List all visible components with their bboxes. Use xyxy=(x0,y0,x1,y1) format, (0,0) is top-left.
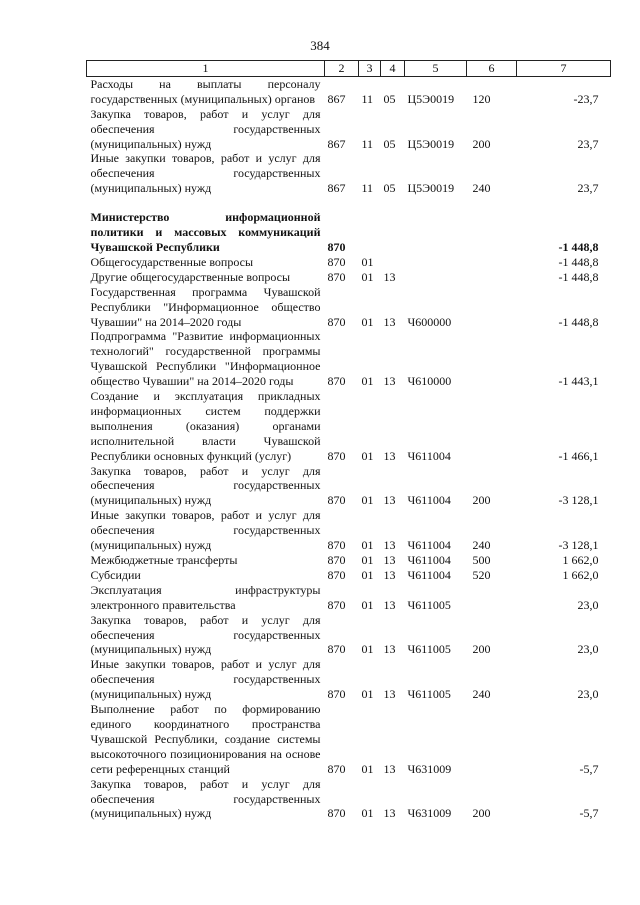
spacer-row xyxy=(87,196,611,210)
row-amount: -23,7 xyxy=(573,91,599,106)
row-amount: -1 466,1 xyxy=(558,448,599,463)
row-expense-type xyxy=(467,270,517,285)
table-row xyxy=(87,583,611,613)
row-expense-type xyxy=(467,702,517,777)
row-name: Закупка товаров, работ и услуг для обеспечения государственных (муниципальных) нужд xyxy=(90,612,321,657)
row-section-code: 01 xyxy=(361,254,374,269)
row-amount: -3 128,1 xyxy=(558,493,599,508)
row-subsection-code: 05 xyxy=(383,136,396,151)
row-expense-type: 240 xyxy=(472,181,491,196)
page-number: 384 xyxy=(310,38,330,53)
table-row xyxy=(87,107,611,152)
row-target-article xyxy=(405,255,467,270)
row-amount: -3 128,1 xyxy=(558,538,599,553)
row-amount: 23,7 xyxy=(577,181,599,196)
row-ministry-code: 870 xyxy=(327,538,346,553)
row-subsection-code xyxy=(381,210,405,255)
table-row xyxy=(87,613,611,658)
row-section-code: 01 xyxy=(361,269,374,284)
table-row xyxy=(87,285,611,330)
table-row xyxy=(87,464,611,509)
row-section-code: 11 xyxy=(361,91,374,106)
table-row xyxy=(87,255,611,270)
row-target-article: Ч600000 xyxy=(407,314,452,329)
table-row xyxy=(87,270,611,285)
row-subsection-code: 13 xyxy=(383,538,396,553)
table-row xyxy=(87,777,611,822)
row-target-article: Ч611004 xyxy=(407,567,451,582)
row-amount: -1 448,8 xyxy=(558,269,599,284)
row-name: Расходы на выплаты персоналу государственных (муниципальных) органов xyxy=(90,76,321,106)
row-amount: -1 448,8 xyxy=(558,314,599,329)
row-name: Создание и эксплуатация прикладных информационных систем поддержки выполнения (оказания) органами исполнительной власти Чувашской Республики основных функций (услуг) xyxy=(90,389,321,463)
row-target-article: Ч611004 xyxy=(407,553,451,567)
row-expense-type: 120 xyxy=(472,91,491,106)
row-section-code: 01 xyxy=(361,538,374,553)
row-expense-type: 520 xyxy=(472,567,491,582)
row-section-code: 01 xyxy=(361,374,374,389)
row-subsection-code: 13 xyxy=(383,761,396,776)
row-subsection-code: 13 xyxy=(383,269,396,284)
row-expense-type: 200 xyxy=(472,642,491,657)
row-amount: 1 662,0 xyxy=(562,567,599,582)
row-section-code: 01 xyxy=(361,314,374,329)
row-name: Эксплуатация инфраструктуры электронного правительства xyxy=(90,582,321,612)
row-ministry-code: 867 xyxy=(327,136,346,151)
row-amount: 23,0 xyxy=(577,687,599,702)
row-subsection-code: 13 xyxy=(383,314,396,329)
table-row xyxy=(87,210,611,255)
row-ministry-code: 870 xyxy=(327,314,346,329)
row-expense-type xyxy=(467,210,517,255)
table-row xyxy=(87,329,611,389)
row-expense-type: 200 xyxy=(472,493,491,508)
row-name: Закупка товаров, работ и услуг для обеспечения государственных (муниципальных) нужд xyxy=(90,106,321,151)
row-expense-type xyxy=(467,583,517,613)
row-name: Общегосударственные вопросы xyxy=(90,254,254,269)
row-target-article: Ч611004 xyxy=(407,538,451,553)
row-subsection-code: 13 xyxy=(383,597,396,612)
row-target-article: Ч611004 xyxy=(407,493,451,508)
row-name: Закупка товаров, работ и услуг для обеспечения государственных (муниципальных) нужд xyxy=(90,776,321,821)
row-name: Межбюджетные трансферты xyxy=(90,553,238,567)
table-row xyxy=(87,553,611,568)
table-row xyxy=(87,508,611,553)
row-target-article xyxy=(405,270,467,285)
row-section-code: 01 xyxy=(361,642,374,657)
row-ministry-code: 870 xyxy=(327,642,346,657)
row-target-article: Ч611005 xyxy=(407,642,451,657)
row-ministry-code: 870 xyxy=(327,239,346,254)
row-expense-type xyxy=(467,255,517,270)
row-ministry-code: 870 xyxy=(327,269,346,284)
col-header-expense-type: 6 xyxy=(467,61,517,77)
row-section-code: 01 xyxy=(361,806,374,821)
row-section-code: 01 xyxy=(361,553,374,567)
col-header-ministry: 2 xyxy=(325,61,359,77)
row-amount: -1 448,8 xyxy=(558,254,599,269)
row-subsection-code: 13 xyxy=(383,687,396,702)
row-amount: -1 448,8 xyxy=(558,239,599,254)
budget-table xyxy=(86,60,611,821)
row-target-article: Ч611004 xyxy=(407,448,451,463)
row-section-code: 01 xyxy=(361,448,374,463)
col-header-target-article: 5 xyxy=(405,61,467,77)
col-header-name: 1 xyxy=(87,61,325,77)
table-header xyxy=(87,61,611,77)
row-subsection-code: 13 xyxy=(383,806,396,821)
row-subsection-code: 13 xyxy=(383,448,396,463)
col-header-subsection: 4 xyxy=(381,61,405,77)
row-subsection-code: 05 xyxy=(383,91,396,106)
row-amount: 23,0 xyxy=(577,597,599,612)
row-name: Подпрограмма "Развитие информационных технологий" государственной программы Чувашской Республики "Информационное общество Чувашии" на 2014–2020 годы xyxy=(90,329,321,389)
row-target-article: Ч611005 xyxy=(407,687,451,702)
spacer-cell xyxy=(87,196,611,210)
row-subsection-code: 13 xyxy=(383,642,396,657)
row-subsection-code: 13 xyxy=(383,493,396,508)
row-ministry-code: 870 xyxy=(327,597,346,612)
row-target-article: Ч610000 xyxy=(407,374,452,389)
row-section-code: 11 xyxy=(361,136,374,151)
row-section-code: 01 xyxy=(361,687,374,702)
row-expense-type: 240 xyxy=(472,687,491,702)
row-ministry-code: 870 xyxy=(327,687,346,702)
row-name: Министерство информационной политики и массовых коммуникаций Чувашской Республики xyxy=(90,210,321,254)
row-subsection-code: 05 xyxy=(383,181,396,196)
row-section-code: 11 xyxy=(361,181,374,196)
row-name: Государственная программа Чувашской Республики "Информационное общество Чувашии" на 2014–2020 годы xyxy=(90,284,321,329)
row-name: Иные закупки товаров, работ и услуг для обеспечения государственных (муниципальных) нужд xyxy=(90,508,321,553)
row-ministry-code: 870 xyxy=(327,567,346,582)
row-target-article: Ц5Э0019 xyxy=(407,181,455,196)
row-ministry-code: 867 xyxy=(327,91,346,106)
row-expense-type: 500 xyxy=(472,553,491,567)
row-subsection-code: 13 xyxy=(383,567,396,582)
row-ministry-code: 867 xyxy=(327,181,346,196)
row-ministry-code: 870 xyxy=(327,761,346,776)
row-expense-type xyxy=(467,389,517,464)
table-row xyxy=(87,568,611,583)
row-target-article: Ч611005 xyxy=(407,597,451,612)
header-row xyxy=(87,61,611,77)
table-row xyxy=(87,657,611,702)
col-header-section: 3 xyxy=(359,61,381,77)
row-amount: 23,0 xyxy=(577,642,599,657)
row-section-code: 01 xyxy=(361,493,374,508)
row-name: Другие общегосударственные вопросы xyxy=(90,269,291,284)
row-section-code: 01 xyxy=(361,761,374,776)
row-expense-type xyxy=(467,285,517,330)
row-name: Иные закупки товаров, работ и услуг для обеспечения государственных (муниципальных) нужд xyxy=(90,151,321,196)
row-ministry-code: 870 xyxy=(327,374,346,389)
row-section-code xyxy=(359,210,381,255)
row-amount: 1 662,0 xyxy=(562,553,599,567)
row-target-article: Ч631009 xyxy=(407,806,452,821)
row-subsection-code xyxy=(381,255,405,270)
row-name: Субсидии xyxy=(90,567,141,582)
row-ministry-code: 870 xyxy=(327,493,346,508)
row-name: Закупка товаров, работ и услуг для обеспечения государственных (муниципальных) нужд xyxy=(90,463,321,508)
row-name: Выполнение работ по формированию единого координатного пространства Чувашской Республики, создание системы высокоточного позиционирования на основе сети референцных станций xyxy=(90,702,321,776)
row-target-article: Ч631009 xyxy=(407,761,452,776)
row-expense-type: 200 xyxy=(472,136,491,151)
row-subsection-code: 13 xyxy=(383,374,396,389)
row-expense-type: 240 xyxy=(472,538,491,553)
row-expense-type xyxy=(467,329,517,389)
table-row xyxy=(87,389,611,464)
row-amount: -5,7 xyxy=(579,761,599,776)
row-target-article: Ц5Э0019 xyxy=(407,136,455,151)
table-body xyxy=(87,76,611,821)
col-header-amount: 7 xyxy=(517,61,611,77)
row-section-code: 01 xyxy=(361,567,374,582)
row-ministry-code: 870 xyxy=(327,806,346,821)
row-subsection-code: 13 xyxy=(383,553,396,567)
table-row xyxy=(87,702,611,777)
row-amount: -1 443,1 xyxy=(558,374,599,389)
row-expense-type: 200 xyxy=(472,806,491,821)
row-amount: 23,7 xyxy=(577,136,599,151)
row-amount: -5,7 xyxy=(579,806,599,821)
row-target-article: Ц5Э0019 xyxy=(407,91,455,106)
row-ministry-code: 870 xyxy=(327,553,346,567)
table-row xyxy=(87,76,611,106)
row-target-article xyxy=(405,210,467,255)
row-name: Иные закупки товаров, работ и услуг для обеспечения государственных (муниципальных) нужд xyxy=(90,657,321,702)
row-ministry-code: 870 xyxy=(327,254,346,269)
row-section-code: 01 xyxy=(361,597,374,612)
row-ministry-code: 870 xyxy=(327,448,346,463)
table-row xyxy=(87,151,611,196)
